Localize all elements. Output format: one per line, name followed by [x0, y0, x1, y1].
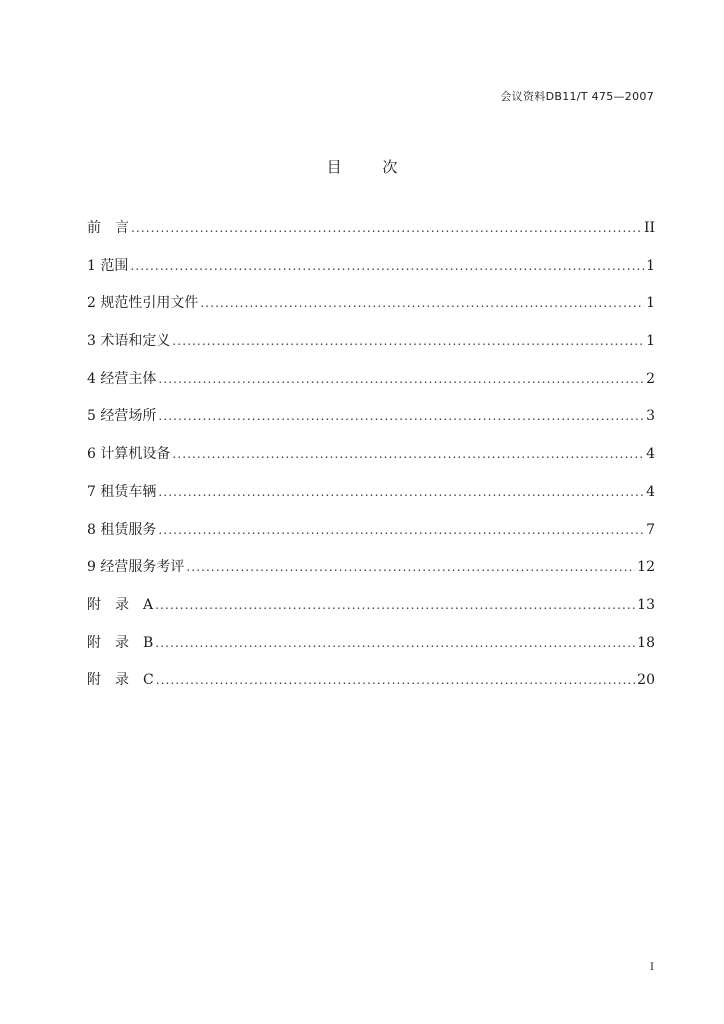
- toc-entry-label: 2 规范性引用文件: [87, 295, 199, 312]
- toc-entry-scope[interactable]: [87, 256, 655, 294]
- toc-entry-page: 2: [646, 370, 655, 387]
- toc-leader-dots: [186, 557, 635, 577]
- toc-entry-page: 1: [646, 295, 655, 312]
- toc-entry-rental-vehicles[interactable]: [87, 482, 655, 520]
- toc-entry-terms-definitions[interactable]: [87, 331, 655, 369]
- table-of-contents: [87, 218, 655, 708]
- toc-entry-computer-equipment[interactable]: [87, 444, 655, 482]
- toc-entry-appendix-b[interactable]: [87, 633, 655, 671]
- toc-leader-dots: [158, 482, 644, 502]
- toc-entry-page: 3: [646, 408, 655, 425]
- toc-leader-dots: [200, 293, 644, 313]
- toc-entry-label: 5 经营场所: [87, 408, 157, 425]
- toc-entry-label: 附 录 A: [87, 596, 154, 613]
- toc-entry-rental-services[interactable]: [87, 520, 655, 558]
- toc-title: 目 次: [326, 158, 416, 176]
- toc-leader-dots: [130, 256, 644, 276]
- toc-leader-dots: [158, 520, 644, 540]
- document-header: 会议资料DB11/T 475—2007: [500, 90, 654, 103]
- toc-entry-page: 12: [637, 559, 655, 576]
- toc-leader-dots: [131, 218, 642, 238]
- toc-entry-label: 9 经营服务考评: [87, 559, 185, 576]
- toc-entry-appendix-a[interactable]: [87, 595, 655, 633]
- toc-leader-dots: [155, 633, 635, 653]
- toc-entry-page: 20: [637, 672, 655, 689]
- toc-leader-dots: [158, 406, 644, 426]
- toc-entry-appendix-c[interactable]: [87, 670, 655, 708]
- toc-entry-label: 6 计算机设备: [87, 446, 171, 463]
- toc-entry-page: 4: [646, 446, 655, 463]
- toc-entry-label: 7 租赁车辆: [87, 483, 157, 500]
- toc-entry-label: 附 录 B: [87, 634, 154, 651]
- toc-entry-operating-entity[interactable]: [87, 369, 655, 407]
- toc-leader-dots: [172, 331, 644, 351]
- toc-entry-service-evaluation[interactable]: [87, 557, 655, 595]
- toc-leader-dots: [156, 670, 635, 690]
- toc-entry-page: 18: [637, 634, 655, 651]
- toc-leader-dots: [172, 444, 644, 464]
- toc-entry-foreword[interactable]: [87, 218, 655, 256]
- toc-entry-label: 4 经营主体: [87, 370, 157, 387]
- toc-entry-label: 前 言: [87, 220, 129, 236]
- toc-entry-label: 附 录 C: [87, 672, 154, 689]
- page-number: I: [650, 962, 654, 973]
- toc-entry-operating-premises[interactable]: [87, 406, 655, 444]
- toc-entry-page: 1: [646, 333, 655, 350]
- toc-entry-page: 4: [646, 483, 655, 500]
- toc-entry-page: II: [643, 220, 655, 236]
- toc-leader-dots: [158, 369, 644, 389]
- toc-entry-page: 13: [637, 596, 655, 613]
- toc-entry-normative-references[interactable]: [87, 293, 655, 331]
- toc-entry-page: 1: [646, 257, 655, 274]
- toc-entry-label: 8 租赁服务: [87, 521, 157, 538]
- toc-leader-dots: [155, 595, 635, 615]
- toc-entry-label: 1 范围: [87, 257, 129, 274]
- toc-entry-label: 3 术语和定义: [87, 333, 171, 350]
- toc-entry-page: 7: [646, 521, 655, 538]
